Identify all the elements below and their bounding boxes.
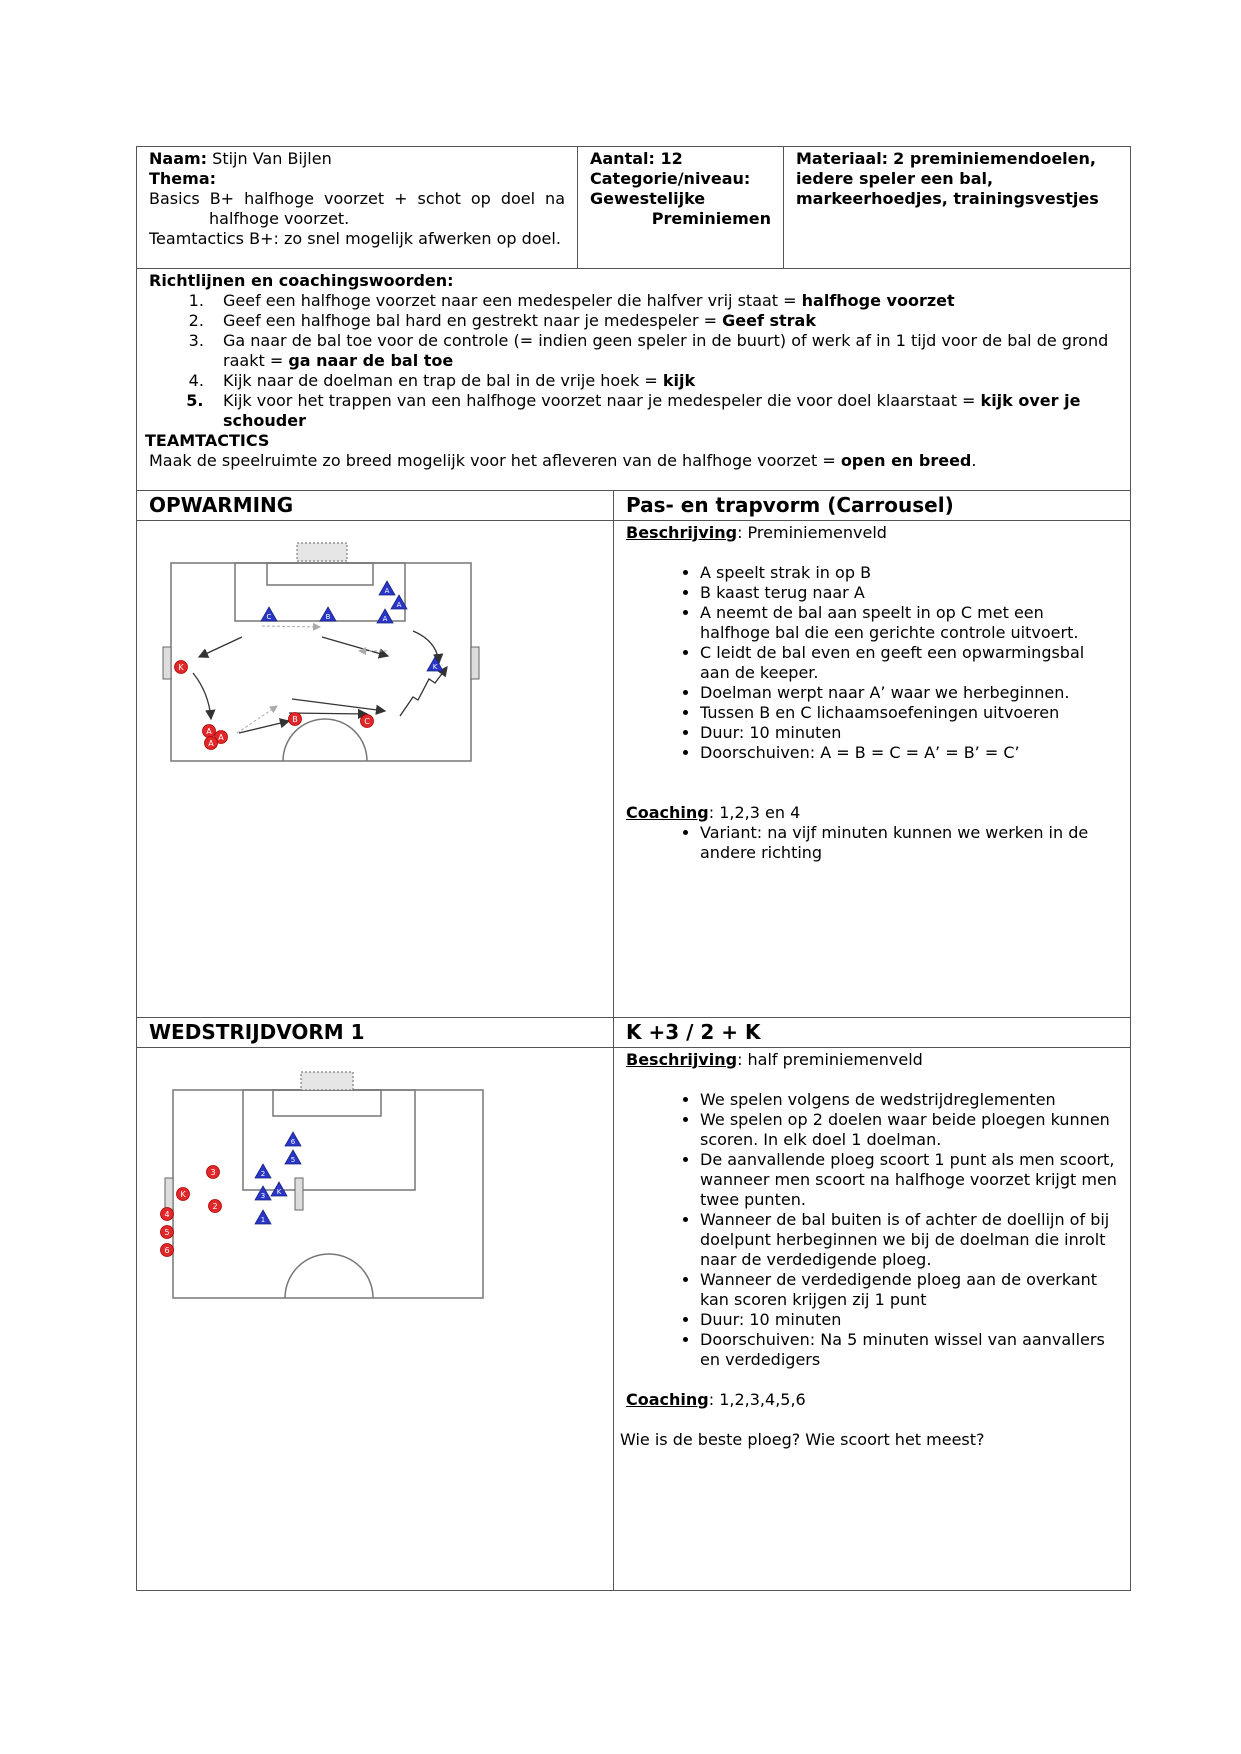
coaching-label: Coaching: [626, 1389, 709, 1409]
blue-player-label: 5: [290, 1155, 296, 1164]
categorie-label: Categorie/niveau:: [590, 169, 751, 188]
list-item: • We spelen volgens de wedstrijdreglementen: [700, 1090, 1118, 1110]
top-goal: [301, 1072, 353, 1090]
materiaal-label: Materiaal:: [796, 149, 889, 168]
item-text: Ga naar de bal toe voor de controle (= indien geen speler in de buurt) of werk af in 1 tijd voor de bal de grond raakt =: [223, 331, 1109, 370]
pass-arrows: [193, 631, 447, 733]
section2-bullets: [626, 1090, 1118, 1370]
red-player-label: K: [178, 662, 184, 672]
item-keyword: kijk: [662, 371, 696, 390]
thema-label: Thema:: [149, 169, 217, 188]
teamtactics-body: Maak de speelruimte zo breed mogelijk voor het afleveren van de halfhoge voorzet =: [149, 451, 841, 470]
red-player-label: B: [292, 714, 298, 724]
blue-player-label: K: [432, 662, 438, 671]
categorie-value-2: Preminiemen: [651, 209, 771, 228]
red-player-label: C: [364, 716, 370, 726]
item-keyword: ga naar de bal toe: [288, 351, 454, 370]
list-item: • We spelen op 2 doelen waar beide ploegen kunnen scoren. In elk doel 1 doelman.: [700, 1110, 1118, 1150]
match-diagram: [137, 1048, 611, 1590]
section1-beschrijving: [626, 523, 1118, 543]
red-player-label: 4: [164, 1209, 170, 1219]
naam-thema-cell: [137, 147, 578, 269]
list-item: • C leidt de bal even en geeft een opwarmingsbal aan de keeper.: [700, 643, 1118, 683]
list-item: • Duur: 10 minuten: [700, 1310, 1118, 1330]
thema-line-2: Teamtactics B+: zo snel mogelijk afwerken op doel.: [149, 229, 561, 248]
header-table: [136, 146, 1131, 491]
top-goal: [297, 543, 347, 561]
blue-players: [255, 1132, 301, 1224]
list-item: [209, 371, 1118, 391]
blue-player-label: 3: [260, 1191, 266, 1200]
section2-beschrijving: [626, 1050, 1118, 1070]
list-item: • Doelman werpt naar A’ waar we herbeginnen.: [700, 683, 1118, 703]
red-player-label: 2: [212, 1201, 218, 1211]
left-goal: [165, 1178, 173, 1210]
section1-variant-list: [626, 823, 1118, 863]
section2-coaching: [626, 1390, 1118, 1410]
richtlijnen-cell: [137, 269, 1131, 491]
list-item: • A speelt strak in op B: [700, 563, 1118, 583]
exercise-table: [136, 490, 1131, 1591]
list-item: • A neemt de bal aan speelt in op C met een halfhoge bal die een gerichte controle uitvoert.: [700, 603, 1118, 643]
center-goal: [295, 1178, 303, 1210]
list-item: • Doorschuiven: Na 5 minuten wissel van aanvallers en verdedigers: [700, 1330, 1118, 1370]
right-goal: [471, 647, 479, 679]
item-keyword: Geef strak: [722, 311, 816, 330]
blue-player-label: A: [396, 600, 402, 609]
beschrijving-label: Beschrijving: [626, 522, 738, 542]
materiaal-value: 2 preminiemendoelen, iedere speler een bal, markeerhoedjes, trainingsvestjes: [796, 149, 1099, 208]
item-text: Kijk naar de doelman en trap de bal in de vrije hoek =: [223, 371, 663, 390]
blue-player-label: A: [384, 586, 390, 595]
blue-player-label: K: [276, 1187, 282, 1196]
section1-left-title: OPWARMING: [137, 490, 614, 520]
materiaal-cell: [784, 147, 1131, 269]
teamtactics-end: .: [971, 451, 977, 470]
red-player-label: A: [208, 738, 214, 748]
list-item: • Duur: 10 minuten: [700, 723, 1118, 743]
red-player-label: 3: [210, 1167, 216, 1177]
list-item: • Tussen B en C lichaamsoefeningen uitvoeren: [700, 703, 1118, 723]
field-outline: [171, 563, 471, 761]
richtlijnen-title: Richtlijnen en coachingswoorden:: [149, 271, 454, 290]
categorie-value-1: Gewestelijke: [590, 189, 706, 208]
section1-right-title: Pas- en trapvorm (Carrousel): [614, 490, 1131, 520]
left-goal: [163, 647, 171, 679]
list-item: • De aanvallende ploeg scoort 1 punt als men scoort, wanneer men scoort na halfhoge voorzet krijgt men twee punten.: [700, 1150, 1118, 1210]
list-item: • Variant: na vijf minuten kunnen we werken in de andere richting: [700, 823, 1118, 863]
coaching-value: : 1,2,3,4,5,6: [708, 1389, 806, 1409]
section2-diagram-cell: [137, 1047, 614, 1590]
training-sheet: [136, 146, 1130, 1591]
blue-player-label: 1: [260, 1215, 266, 1224]
field-outline: [173, 1090, 483, 1298]
item-keyword: halfhoge voorzet: [801, 291, 955, 310]
list-item: • Doorschuiven: A = B = C = A’ = B’ = C’: [700, 743, 1118, 763]
list-item: [209, 391, 1118, 431]
list-item: [209, 291, 1118, 311]
beschrijving-value: : Preminiemenveld: [737, 522, 887, 542]
coaching-value: : 1,2,3 en 4: [708, 802, 801, 822]
red-player-label: A: [218, 732, 224, 742]
coaching-label: Coaching: [626, 802, 709, 822]
item-keyword: kijk over je schouder: [223, 391, 1081, 430]
beschrijving-label: Beschrijving: [626, 1049, 738, 1069]
teamtactics-title: TEAMTACTICS: [145, 431, 270, 450]
red-player-label: K: [180, 1189, 186, 1199]
list-item: [209, 331, 1118, 371]
teamtactics-keyword: open en breed: [840, 451, 972, 470]
blue-player-label: A: [382, 614, 388, 623]
section2-left-title: WEDSTRIJDVORM 1: [137, 1017, 614, 1047]
richtlijnen-list: [149, 291, 1118, 431]
blue-player-label: B: [325, 612, 331, 621]
blue-player-label: C: [266, 612, 272, 621]
blue-player-label: 6: [290, 1137, 296, 1146]
red-player-label: 5: [164, 1227, 170, 1237]
section2-closing: Wie is de beste ploeg? Wie scoort het meest?: [620, 1429, 985, 1449]
carrousel-diagram: [137, 521, 611, 1017]
red-player-label: 6: [164, 1245, 170, 1255]
section1-text-cell: [614, 520, 1131, 1017]
beschrijving-value: : half preminiemenveld: [737, 1049, 923, 1069]
thema-line-1: Basics B+ halfhoge voorzet + schot op doel na halfhoge voorzet.: [149, 189, 565, 228]
aantal-cell: [578, 147, 784, 269]
section1-bullets: [626, 563, 1118, 763]
section2-right-title: K +3 / 2 + K: [614, 1017, 1131, 1047]
item-text: Kijk voor het trappen van een halfhoge voorzet naar je medespeler die voor doel klaarstaat =: [223, 391, 981, 410]
red-player-label: A: [206, 726, 212, 736]
red-players: [175, 660, 374, 749]
teamtactics-text: [149, 451, 1118, 471]
list-item: • Wanneer de bal buiten is of achter de doellijn of bij doelpunt herbeginnen we bij de doelman die inrolt naar de verdedigende ploeg.: [700, 1210, 1118, 1270]
blue-player-label: 2: [260, 1169, 266, 1178]
item-text: Geef een halfhoge voorzet naar een medespeler die halfver vrij staat =: [223, 291, 802, 310]
list-item: • B kaast terug naar A: [700, 583, 1118, 603]
section2-text-cell: [614, 1047, 1131, 1590]
section1-diagram-cell: [137, 520, 614, 1017]
naam-value: Stijn Van Bijlen: [212, 149, 332, 168]
aantal-label: Aantal: 12: [590, 149, 683, 168]
naam-label: Naam:: [149, 149, 208, 168]
list-item: • Wanneer de verdedigende ploeg aan de overkant kan scoren krijgen zij 1 punt: [700, 1270, 1118, 1310]
list-item: [209, 311, 1118, 331]
item-text: Geef een halfhoge bal hard en gestrekt naar je medespeler =: [223, 311, 723, 330]
section1-coaching: [626, 803, 1118, 823]
